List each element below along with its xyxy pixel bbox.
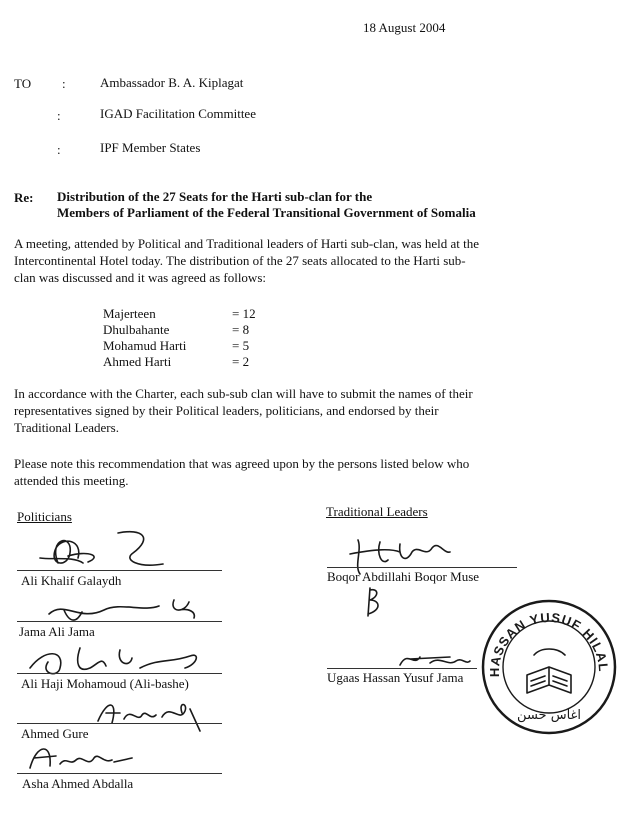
to-colon: : — [62, 76, 66, 91]
subject-line-2: Members of Parliament of the Federal Transitional Government of Somalia — [57, 205, 476, 220]
signature-line — [17, 570, 222, 571]
paragraph-meeting — [14, 235, 544, 286]
official-seal-stamp — [476, 585, 619, 737]
politician-name: Asha Ahmed Abdalla — [22, 776, 134, 791]
svg-text:HASSAN YUSUF HILALI — [477, 585, 611, 677]
allocation-name: Majerteen — [103, 306, 156, 321]
allocation-value: = 12 — [232, 306, 256, 321]
to-colon: : — [57, 108, 61, 123]
re-label: Re: — [14, 190, 34, 205]
subject-line-1: Distribution of the 27 Seats for the Harti sub-clan for the — [57, 189, 373, 204]
politician-name: Jama Ali Jama — [19, 624, 95, 639]
signature-line — [17, 723, 222, 724]
traditional-leader-name: Boqor Abdillahi Boqor Muse — [327, 569, 480, 584]
allocation-name: Ahmed Harti — [103, 354, 172, 369]
paragraph-recommendation — [14, 455, 544, 489]
allocation-name: Mohamud Harti — [103, 338, 187, 353]
signature-line — [327, 567, 517, 568]
letter-date: 18 August 2004 — [363, 20, 446, 35]
allocation-value: = 5 — [232, 338, 250, 353]
seal-bottom-text: اغاس حسن — [517, 708, 581, 723]
politician-name: Ali Khalif Galaydh — [21, 573, 122, 588]
signature-line — [17, 773, 222, 774]
to-label: TO — [14, 76, 32, 91]
allocation-value: = 8 — [232, 322, 250, 337]
paragraph-charter — [14, 385, 544, 436]
politician-name: Ali Haji Mohamoud (Ali-bashe) — [21, 676, 189, 691]
paragraph-line: A meeting, attended by Political and Traditional leaders of Harti sub-clan, was held at the — [14, 236, 479, 251]
traditional-leader-name: Ugaas Hassan Yusuf Jama — [327, 670, 464, 685]
signature-asha — [22, 738, 142, 778]
politicians-heading: Politicians — [17, 509, 72, 524]
paragraph-line: representatives signed by their Political leaders, politicians, and endorsed by their — [14, 403, 439, 418]
signature-line — [327, 668, 477, 669]
allocation-name: Dhulbahante — [103, 322, 170, 337]
paragraph-line: clan was discussed and it was agreed as follows: — [14, 270, 266, 285]
seal-text: HASSAN YUSUF HILALI — [476, 585, 612, 678]
signature-line — [17, 621, 222, 622]
allocation-value: = 2 — [232, 354, 250, 369]
politician-name: Ahmed Gure — [21, 726, 89, 741]
signature-gure — [90, 693, 210, 738]
recipient-2: IGAD Facilitation Committee — [100, 106, 256, 121]
recipient-3: IPF Member States — [100, 140, 201, 155]
paragraph-line: attended this meeting. — [14, 473, 129, 488]
paragraph-line: Intercontinental Hotel today. The distribution of the 27 seats allocated to the Harti sub- — [14, 253, 466, 268]
signature-line — [17, 673, 222, 674]
paragraph-line: Please note this recommendation that was agreed upon by the persons listed below who — [14, 456, 470, 471]
paragraph-line: Traditional Leaders. — [14, 420, 119, 435]
to-colon: : — [57, 142, 61, 157]
paragraph-line: In accordance with the Charter, each sub-sub clan will have to submit the names of their — [14, 386, 473, 401]
traditional-leaders-heading: Traditional Leaders — [326, 504, 428, 519]
recipient-1: Ambassador B. A. Kiplagat — [100, 75, 244, 90]
